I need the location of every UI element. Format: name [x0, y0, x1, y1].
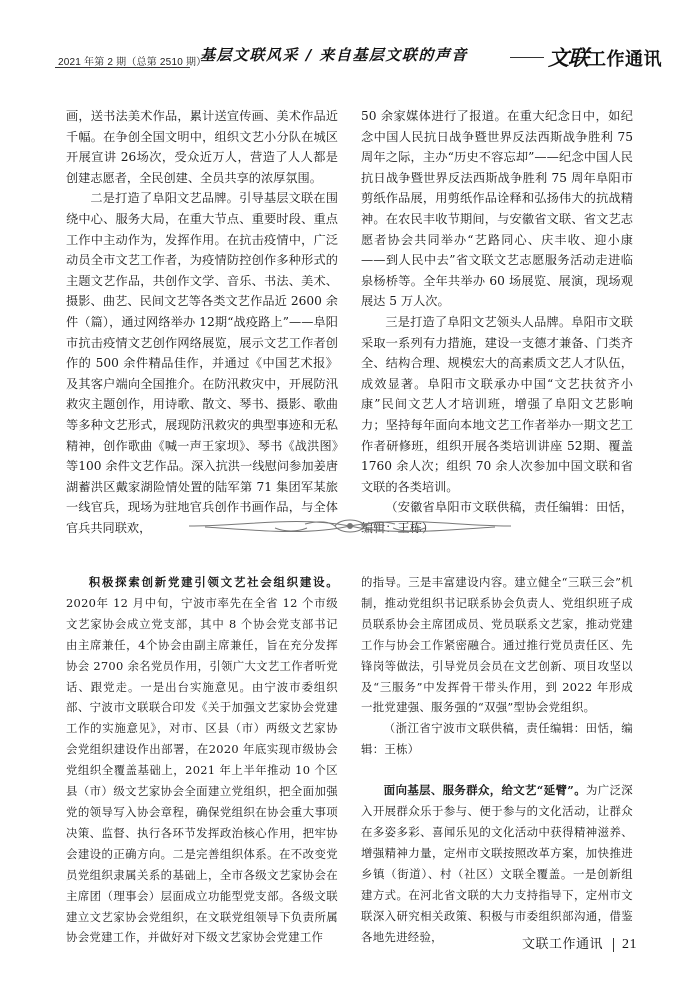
page-number: 21 [622, 937, 638, 952]
article3-body: 为广泛深入开展群众乐于参与、便于参与的文化活动，让群众在多姿多彩、喜闻乐见的文化活动中获得精神滋养、增强精神力量，定州市文联按照改革方案，加快推进乡镇（街道）、村（社区）文联全覆盖。一是创新组建方式。在河北省文联的大力支持指导下，定州市文联深入研究相关政策、积极与市委组织部沟通，借鉴各地先进经验， [361, 783, 633, 944]
article2-left-column [66, 572, 338, 948]
article1-paragraph: 画，送书法美术作品，累计送宣传画、美术作品近千幅。在争创全国文明中，组织文艺小分队在城区开展宣讲 26场次，受众近万人，营造了人人都是创建志愿者，全民创建、全员共享的浓厚氛围。 [66, 109, 338, 185]
article2-right-column [361, 572, 633, 947]
article2-body: 2020年 12 月中旬，宁波市率先在全省 12 个市级文艺家协会成立党支部，其中 8 个协会党支部书记由主席兼任，4个协会由副主席兼任，旨在充分发挥协会 2700 余名党员作用，引领广大文艺工作者听党话、跟党走。一是出台实施意见。由宁波市委组织部、宁波市文联联合印发《关于加强文艺家协会党建工作的实施意见》，对市、区县（市）两级文艺家协会党组织建设作出部署，在2020 年底实现市级协会党组织全覆盖基础上，2021 年上半年推动 10 个区县（市）级文艺家协会全面建立党组织，把全面加强党的领导写入协会章程，确保党组织在协会重大事项决策、监督、执行各环节发挥政治核心作用，把牢协会建设的正确方向。二是完善组织体系。在不改变党员党组织隶属关系的基础上，全市各级文艺家协会在主席团（理事会）层面成立功能型党支部。各级文联建立文艺家协会党组织，在文联党组领导下负责所属协会党建工作，并做好对下级文艺家协会党建工作 [66, 595, 338, 945]
publication-logo [548, 42, 662, 72]
article2-paragraph: 的指导。三是丰富建设内容。建立健全“三联三会”机制，推动党组织书记联系协会负责人、党组织班子成员联系协会主席团成员、党员联系文艺家，推动党建工作与协会工作紧密融合。通过推行党员责任区、先锋岗等做法，引导党员会员在文艺创新、项目攻坚以及“三服务”中发挥骨干带头作用，到 2022 年形成一批党建强、服务强的“双强”型协会党组织。 [361, 575, 633, 715]
header-rule-left [55, 67, 190, 68]
article1-paragraph: 50 余家媒体进行了报道。在重大纪念日中，如纪念中国人民抗日战争暨世界反法西斯战争胜利 75 周年之际，主办“历史不容忘却”——纪念中国人民抗日战争暨世界反法西斯战争胜利 75 周年阜阳市剪纸作品展，用剪纸作品诠释和弘扬伟大的抗战精神。在农民丰收节期间，与安徽省文联、省文艺志愿者协会共同举办“艺路同心、庆丰收、迎小康——到人民中去”省文联文艺志愿服务活动走进临泉杨桥等。全年共举办 60 场展览、展演，现场观展达 5 万人次。 [361, 109, 633, 309]
article3-heading: 面向基层、服务群众，给文艺“延臂”。 [383, 783, 586, 798]
footer-publication-name: 文联工作通讯 [522, 937, 604, 952]
logo-brand: 文联 [548, 45, 588, 70]
article2-heading: 积极探索创新党建引领文艺社会组织建设。 [88, 575, 338, 589]
header-rule-right [510, 57, 544, 58]
article1-paragraph: 三是打造了阜阳文艺领头人品牌。阜阳市文联采取一系列有力措施，建设一支德才兼备、门类齐全、结构合理、规模宏大的高素质文艺人才队伍，成效显著。阜阳市文联承办中国“文艺扶贫齐小康”民间文艺人才培训班，增强了阜阳文艺影响力；坚持每年面向本地文艺工作者举办一期文艺工作者研修班，组织开展各类培训讲座 52期、覆盖 1760 余人次；组织 70 余人次参加中国文联和省文联的各类培训。 [361, 314, 633, 494]
page-header [0, 40, 700, 74]
logo-suffix: 工作通讯 [588, 49, 662, 69]
ornament-divider-icon [185, 514, 515, 538]
footer-separator [613, 938, 614, 952]
article2-credit: （浙江省宁波市文联供稿，责任编辑：田恬，编辑：王栋） [361, 721, 633, 757]
section-title: 基层文联风采 / 来自基层文联的声音 [200, 46, 468, 64]
article1-right-column [361, 106, 633, 538]
issue-info: 2021 年第 2 期（总第 2510 期） [58, 57, 207, 68]
article1-left-column [66, 106, 338, 538]
page-footer [522, 933, 637, 953]
article1-paragraph: 二是打造了阜阳文艺品牌。引导基层文联在围绕中心、服务大局，在重大节点、重要时段、重点工作中主动作为，发挥作用。在抗击疫情中，广泛动员全市文艺工作者，为疫情防控创作多种形式的主题文艺作品，共创作文学、音乐、书法、美术、摄影、曲艺、民间文艺等各类文艺作品近 2600 余件（篇），通过网络举办 12期“战疫路上”——阜阳市抗击疫情文艺创作网络展览，展示文艺工作者创作的 500 余件精品佳作，并通过《中国艺术报》及其客户端向全国推介。在防汛救灾中，开展防汛救灾主题创作，用诗歌、散文、琴书、摄影、歌曲等多种文艺形式，展现防汛救灾的典型事迹和无私精神，创作歌曲《喊一声王家坝》、琴书《战洪图》等100 余件文艺作品。深入抗洪一线慰问参加姜唐湖蓄洪区戴家湖险情处置的陆军第 71 集团军某旅一线官兵，现场为驻地官兵创作书画作品，与全体官兵共同联欢， [66, 191, 338, 535]
article1-credit: （安徽省阜阳市文联供稿，责任编辑：田恬，编辑：王栋） [361, 500, 633, 535]
